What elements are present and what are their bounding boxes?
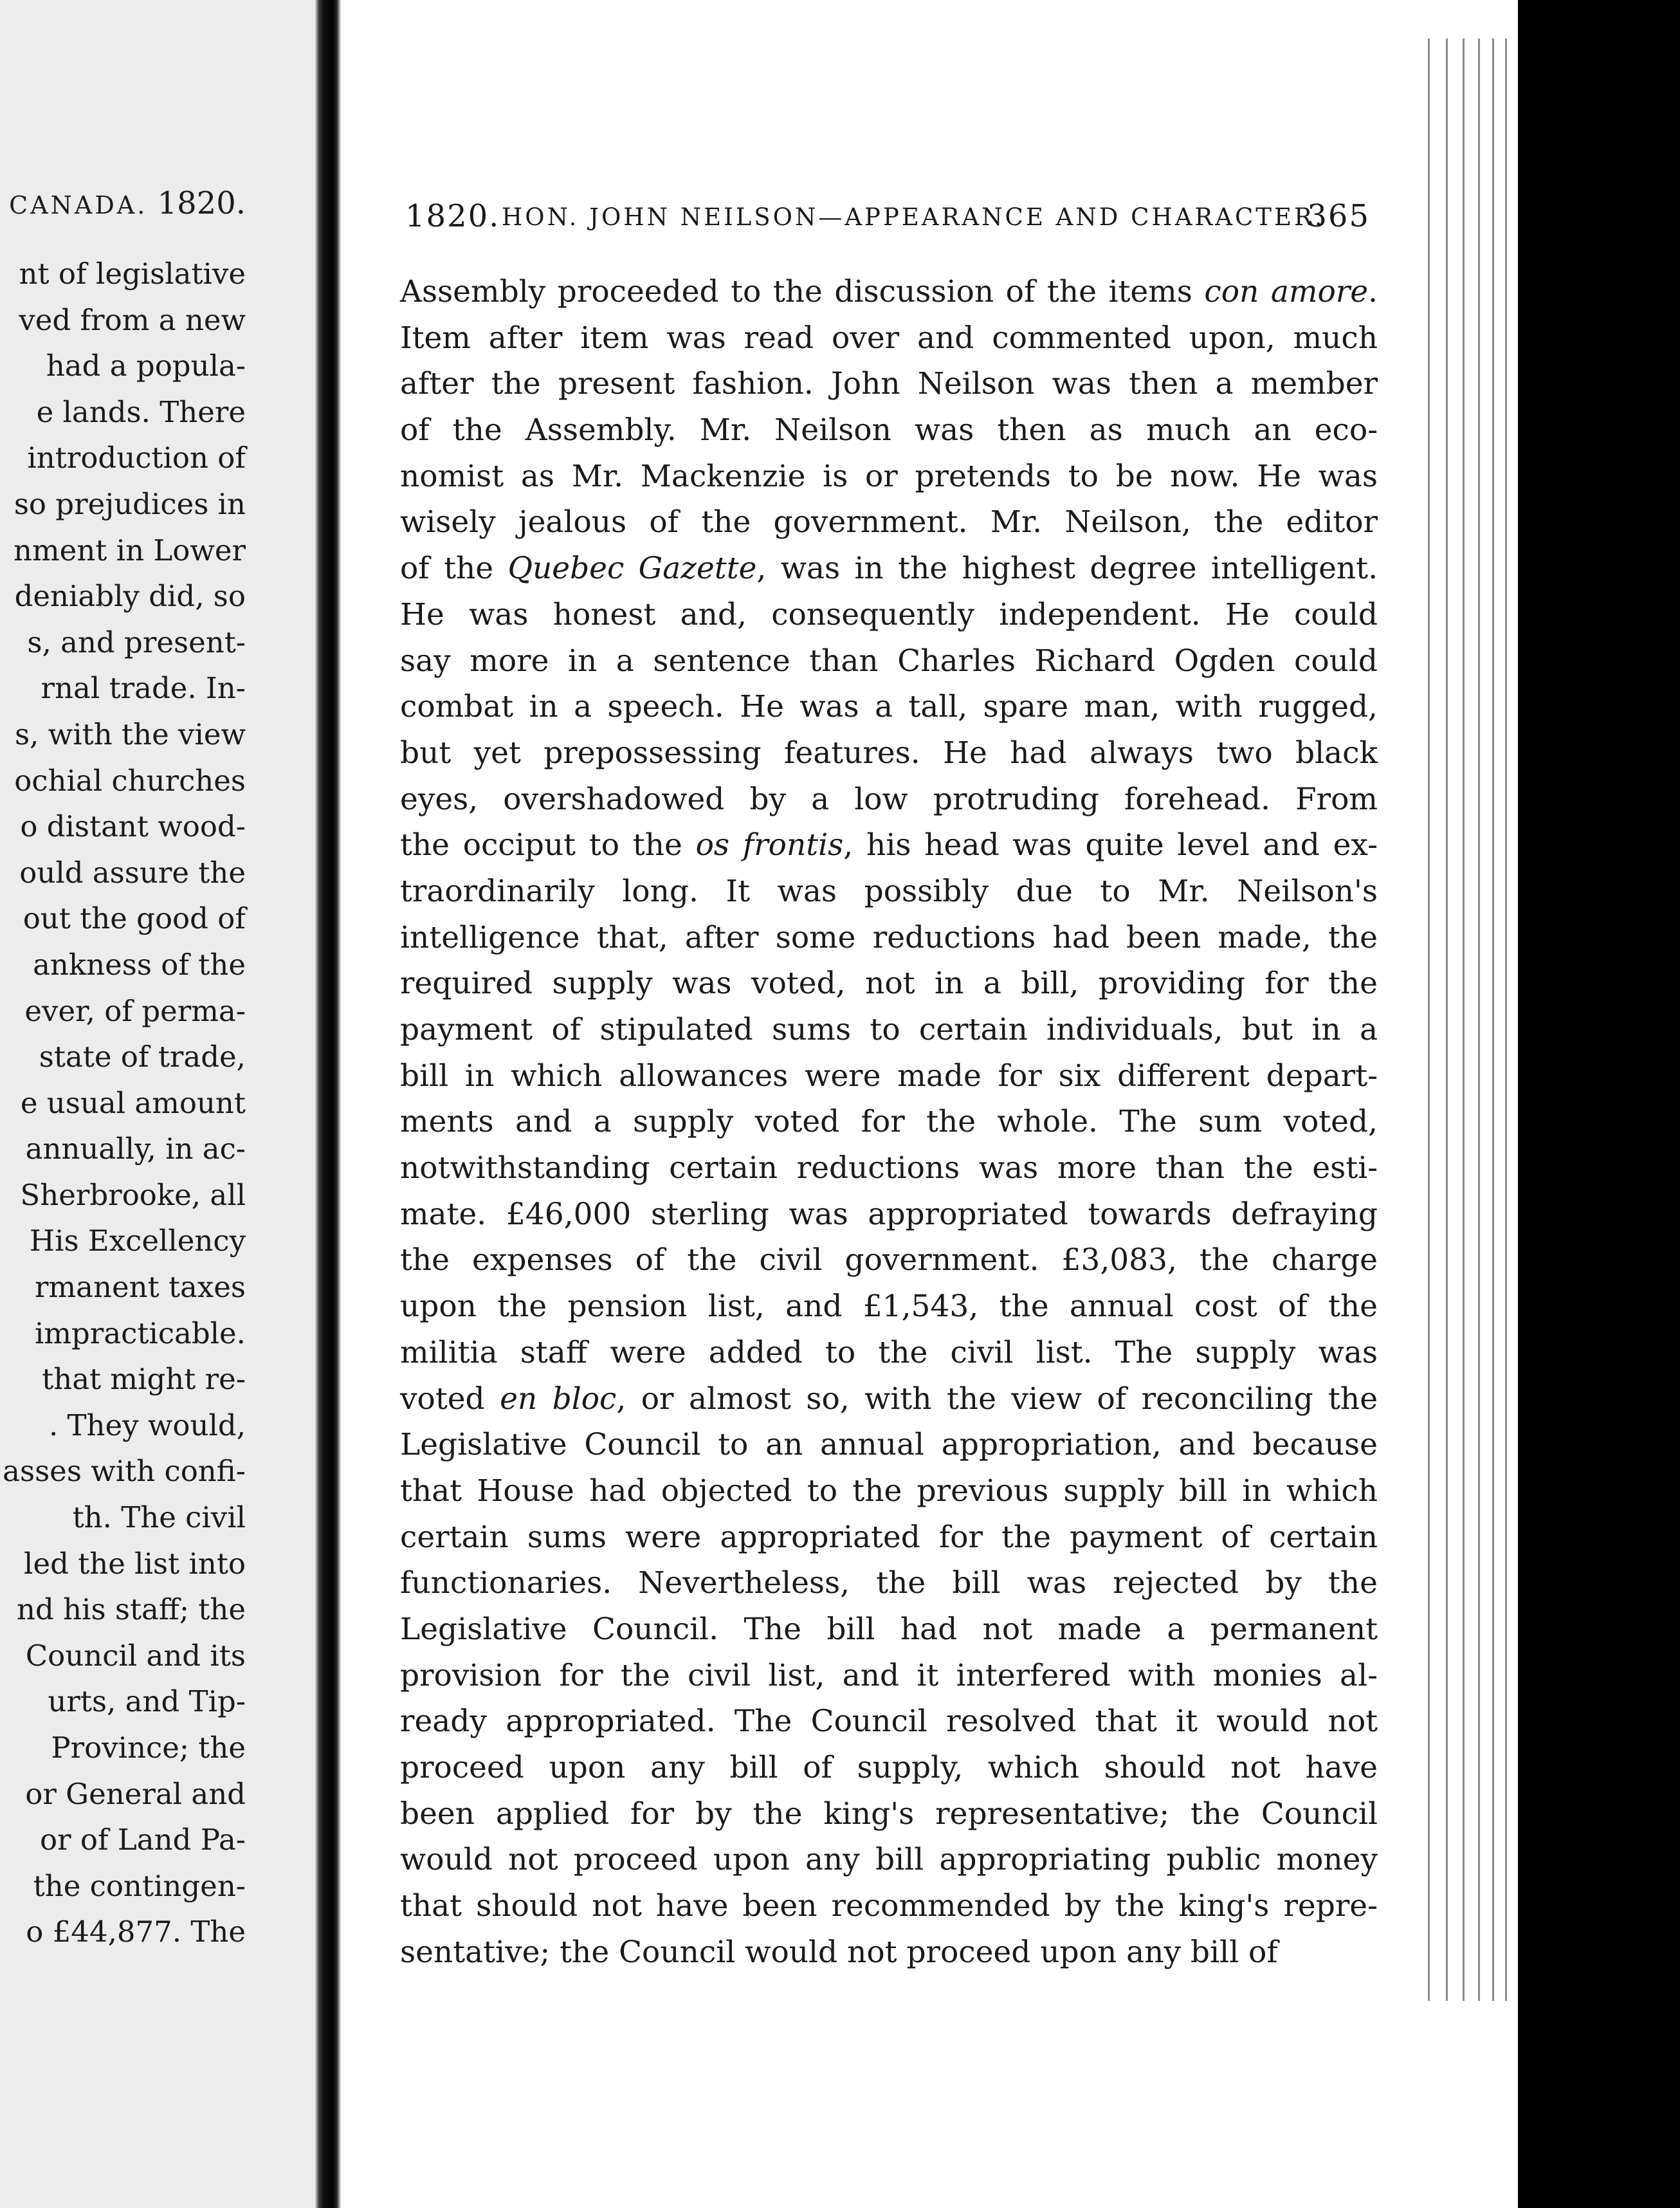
text-line (400, 454, 1378, 500)
text-line (400, 684, 1378, 730)
left-header-year: 1820. (157, 185, 246, 221)
italic-phrase: os frontis (695, 827, 844, 863)
left-text-line: impracticable. (34, 1316, 246, 1350)
text-run: ments and a supply voted for the whole. The sum voted, (400, 1104, 1378, 1140)
text-run: combat in a speech. He was a tall, spare man, with rugged, (400, 689, 1378, 725)
text-run: voted (400, 1381, 500, 1417)
page-edge-line (1478, 39, 1480, 2001)
left-text-line: ved from a new (19, 302, 246, 337)
text-run: that House had objected to the previous supply bill in which (400, 1473, 1378, 1509)
text-line (400, 1330, 1378, 1376)
left-text-line: that might re- (42, 1362, 246, 1397)
left-page-header (9, 185, 246, 221)
left-text-line: s, with the view (15, 717, 246, 751)
text-line (400, 1514, 1378, 1561)
text-line (400, 1053, 1378, 1099)
text-run: , was in the highest degree intelligent. (756, 551, 1378, 587)
left-header-title: CANADA. (9, 191, 148, 219)
page-edge-line (1428, 39, 1430, 2001)
left-text-line: ould assure the (19, 855, 246, 890)
text-line (400, 1653, 1378, 1699)
text-run: bill in which allowances were made for six different depart- (400, 1058, 1378, 1094)
left-text-line: or General and (25, 1776, 246, 1811)
text-line (400, 1929, 1378, 1976)
left-text-line: rnal trade. In- (41, 671, 246, 706)
page-edge-line (1446, 39, 1448, 2001)
scan-background (1518, 0, 1680, 2208)
left-text-line: annually, in ac- (25, 1132, 246, 1166)
left-text-line: th. The civil (72, 1500, 246, 1535)
left-text-line: Sherbrooke, all (20, 1177, 246, 1212)
text-run: eyes, overshadowed by a low protruding forehead. From (400, 781, 1378, 817)
left-text-line: e lands. There (36, 394, 246, 429)
running-header (405, 198, 1370, 241)
text-line (400, 1145, 1378, 1191)
text-run: nomist as Mr. Mackenzie is or pretends to be now. He was (400, 458, 1378, 494)
left-text-line: so prejudices in (14, 486, 246, 521)
text-line (400, 1606, 1378, 1653)
text-run: sentative; the Council would not proceed upon any bill of (400, 1934, 1278, 1970)
text-line (400, 499, 1378, 546)
body-text (400, 269, 1378, 1975)
left-text-line: e usual amount (20, 1085, 246, 1120)
text-run: of the (400, 551, 508, 587)
right-page (341, 0, 1415, 2208)
text-line (400, 361, 1378, 407)
left-text-line: nment in Lower (14, 533, 246, 567)
text-run: the occiput to the (400, 827, 696, 863)
header-year: 1820. (405, 198, 500, 234)
italic-phrase: en bloc (500, 1381, 617, 1417)
text-run: proceed upon any bill of supply, which should not have (400, 1750, 1378, 1785)
text-line (400, 315, 1378, 362)
text-run: that should not have been recommended by the king's repre- (400, 1888, 1378, 1924)
left-text-line: Province; the (51, 1731, 246, 1765)
text-line (400, 269, 1378, 315)
text-line (400, 1468, 1378, 1514)
text-line (400, 1560, 1378, 1606)
left-text-line: had a popula- (46, 349, 246, 383)
text-run: . (1368, 274, 1378, 309)
text-run: payment of stipulated sums to certain individuals, but in a (400, 1012, 1378, 1047)
book-gutter (315, 0, 341, 2208)
text-line (400, 961, 1378, 1007)
left-text-line: ankness of the (33, 947, 246, 982)
left-text-line: . They would, (48, 1408, 246, 1442)
text-run: mate. £46,000 sterling was appropriated towards defraying (400, 1196, 1378, 1232)
left-page-text (3, 251, 246, 1955)
text-line (400, 1191, 1378, 1238)
text-run: upon the pension list, and £1,543, the annual cost of the (400, 1289, 1378, 1325)
left-text-line: s, and present- (27, 625, 246, 659)
text-run: functionaries. Nevertheless, the bill was rejected by the (400, 1565, 1378, 1601)
text-line (400, 1837, 1378, 1883)
left-text-line: nd his staff; the (16, 1592, 246, 1627)
left-facing-page (0, 0, 315, 2208)
text-run: militia staff were added to the civil list. The supply was (400, 1334, 1378, 1370)
left-text-line: the contingen- (33, 1868, 246, 1903)
text-run: required supply was voted, not in a bill, providing for the (400, 966, 1378, 1002)
text-run: ready appropriated. The Council resolved that it would not (400, 1704, 1378, 1740)
text-line (400, 1376, 1378, 1422)
page-edges (1415, 0, 1680, 2208)
text-run: certain sums were appropriated for the payment of certain (400, 1519, 1378, 1555)
text-run: Legislative Council. The bill had not made a permanent (400, 1611, 1378, 1647)
left-text-line: Council and its (25, 1638, 246, 1673)
text-run: Assembly proceeded to the discussion of the items (400, 274, 1205, 309)
left-text-line: nt of legislative (19, 257, 246, 291)
text-line (400, 1422, 1378, 1468)
text-line (400, 1099, 1378, 1145)
left-text-line: ochial churches (14, 763, 246, 798)
left-text-line: led the list into (24, 1546, 246, 1581)
text-run: Item after item was read over and commented upon, much (400, 320, 1378, 356)
text-run: but yet prepossessing features. He had always two black (400, 735, 1378, 771)
text-run: provision for the civil list, and it interfered with monies al- (400, 1657, 1378, 1693)
text-line (400, 638, 1378, 685)
text-run: traordinarily long. It was possibly due to Mr. Neilson's (400, 873, 1378, 909)
text-line (400, 1283, 1378, 1330)
text-run: He was honest and, consequently independent. He could (400, 596, 1378, 632)
text-line (400, 1698, 1378, 1745)
text-run: been applied for by the king's representative; the Council (400, 1796, 1378, 1832)
left-text-line: urts, and Tip- (48, 1684, 246, 1719)
left-text-line: ever, of perma- (24, 993, 246, 1028)
text-run: wisely jealous of the government. Mr. Neilson, the editor (400, 504, 1378, 540)
italic-phrase: con amore (1204, 274, 1369, 309)
text-run: Legislative Council to an annual appropriation, and because (400, 1427, 1378, 1463)
text-run: would not proceed upon any bill appropriating public money (400, 1842, 1378, 1878)
text-run: of the Assembly. Mr. Neilson was then as much an eco- (400, 412, 1378, 448)
text-line (400, 1883, 1378, 1929)
text-run: say more in a sentence than Charles Richard Ogden could (400, 643, 1378, 679)
text-run: the expenses of the civil government. £3,083, the charge (400, 1242, 1378, 1278)
left-text-line: introduction of (27, 441, 246, 475)
left-text-line: state of trade, (39, 1040, 246, 1074)
text-line (400, 1745, 1378, 1791)
page-edge-line (1463, 39, 1465, 2001)
left-text-line: o distant wood- (20, 809, 246, 844)
text-line (400, 1237, 1378, 1283)
page-edge-line (1492, 39, 1494, 2001)
text-line (400, 915, 1378, 961)
text-line (400, 1007, 1378, 1053)
text-line (400, 730, 1378, 777)
left-text-line: out the good of (23, 901, 246, 936)
left-text-line: or of Land Pa- (39, 1823, 246, 1857)
left-text-line: deniably did, so (14, 579, 246, 614)
left-text-line: asses with confi- (3, 1454, 246, 1489)
page-edge-line (1505, 39, 1507, 2001)
text-run: notwithstanding certain reductions was more than the esti- (400, 1150, 1378, 1186)
text-line (400, 592, 1378, 638)
text-line (400, 869, 1378, 915)
text-run: , or almost so, with the view of reconciling the (616, 1381, 1378, 1417)
text-line (400, 407, 1378, 454)
left-text-line: rmanent taxes (34, 1270, 246, 1305)
text-line (400, 822, 1378, 869)
left-text-line: His Excellency (29, 1224, 246, 1258)
text-run: after the present fashion. John Neilson was then a member (400, 366, 1378, 402)
left-text-line: o £44,877. The (26, 1915, 246, 1949)
page-number: 365 (1307, 198, 1370, 234)
header-title: HON. JOHN NEILSON—APPEARANCE AND CHARACTER. (502, 203, 1325, 231)
text-run: , his head was quite level and ex- (843, 827, 1378, 863)
text-line (400, 546, 1378, 592)
text-run: intelligence that, after some reductions had been made, the (400, 919, 1378, 955)
italic-phrase: Quebec Gazette (507, 551, 757, 587)
text-line (400, 1791, 1378, 1837)
text-line (400, 777, 1378, 823)
